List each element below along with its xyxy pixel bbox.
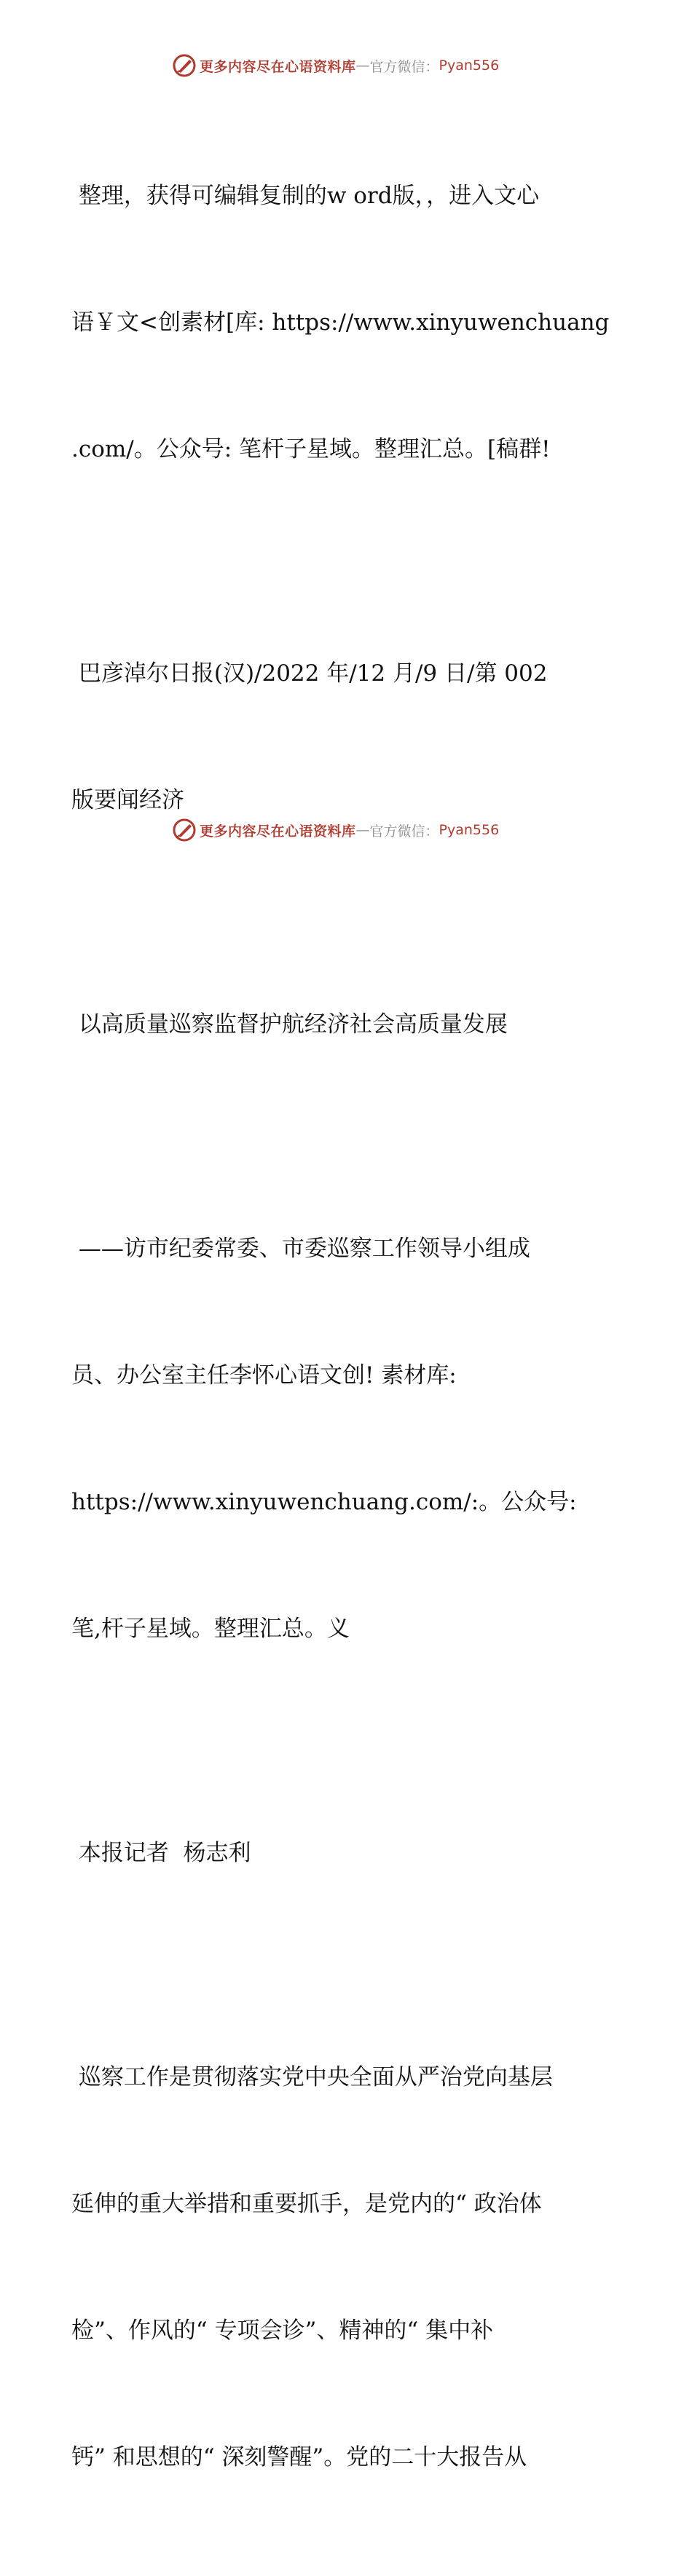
source-line — [71, 568, 625, 906]
text-line: https://www.xinyuwenchuang.com/:。公众号: — [71, 1489, 577, 1515]
text-line: 笔,杆子星域。整理汇总。义 — [71, 1616, 350, 1642]
body-paragraph — [71, 1972, 625, 2563]
article-title — [71, 919, 625, 1130]
footer-banner — [172, 817, 551, 843]
article-subtitle — [71, 1143, 625, 1734]
text-line: 巡察工作是贯彻落实党中央全面从严治党向基层 — [71, 2064, 553, 2090]
text-line: 巴彦淖尔日报(汉)/2022 年/12 月/9 日/第 002 — [71, 660, 548, 687]
intro-paragraph — [71, 90, 625, 555]
header-banner — [172, 52, 551, 79]
banner-brand: 更多内容尽在心语资料库 — [200, 58, 356, 75]
banner-wechat-id: Pyan556 — [439, 822, 500, 838]
text-line: 钙” 和思想的“ 深刻警醒”。党的二十大报告从 — [71, 2444, 527, 2470]
text-line: 版要闻经济 — [71, 787, 184, 813]
banner-wechat-label: 官方微信： — [369, 58, 439, 75]
quill-circle-icon — [172, 53, 197, 78]
banner-wechat-id: Pyan556 — [439, 58, 500, 74]
text-line: 延伸的重大举措和重要抓手，是党内的“ 政治体 — [71, 2191, 542, 2217]
document-body — [71, 90, 625, 2576]
title-line: 以高质量巡察监督护航经济社会高质量发展 — [71, 1011, 508, 1038]
banner-dash: — — [355, 58, 370, 74]
text-line: 语￥文<创素材[库: https://www.xinyuwenchuang — [71, 309, 610, 336]
text-line: ——访市纪委常委、市委巡察工作领导小组成 — [71, 1236, 530, 1262]
byline-text: 本报记者 杨志利 — [71, 1840, 251, 1866]
text-line: 员、办公室主任李怀心语文创! 素材库: — [71, 1362, 457, 1388]
text-line: 检”、作风的“ 专项会诊”、精神的“ 集中补 — [71, 2318, 494, 2344]
text-line: .com/。公众号: 笔杆子星域。整理汇总。[稿群! — [71, 436, 551, 462]
banner-brand: 更多内容尽在心语资料库 — [200, 823, 356, 839]
byline — [71, 1747, 625, 1959]
text-line: 整理，获得可编辑复制的w ord版，，进入文心 — [71, 183, 540, 209]
banner-wechat-label: 官方微信： — [369, 823, 439, 839]
quill-circle-icon — [172, 818, 197, 842]
banner-dash: — — [355, 822, 370, 838]
